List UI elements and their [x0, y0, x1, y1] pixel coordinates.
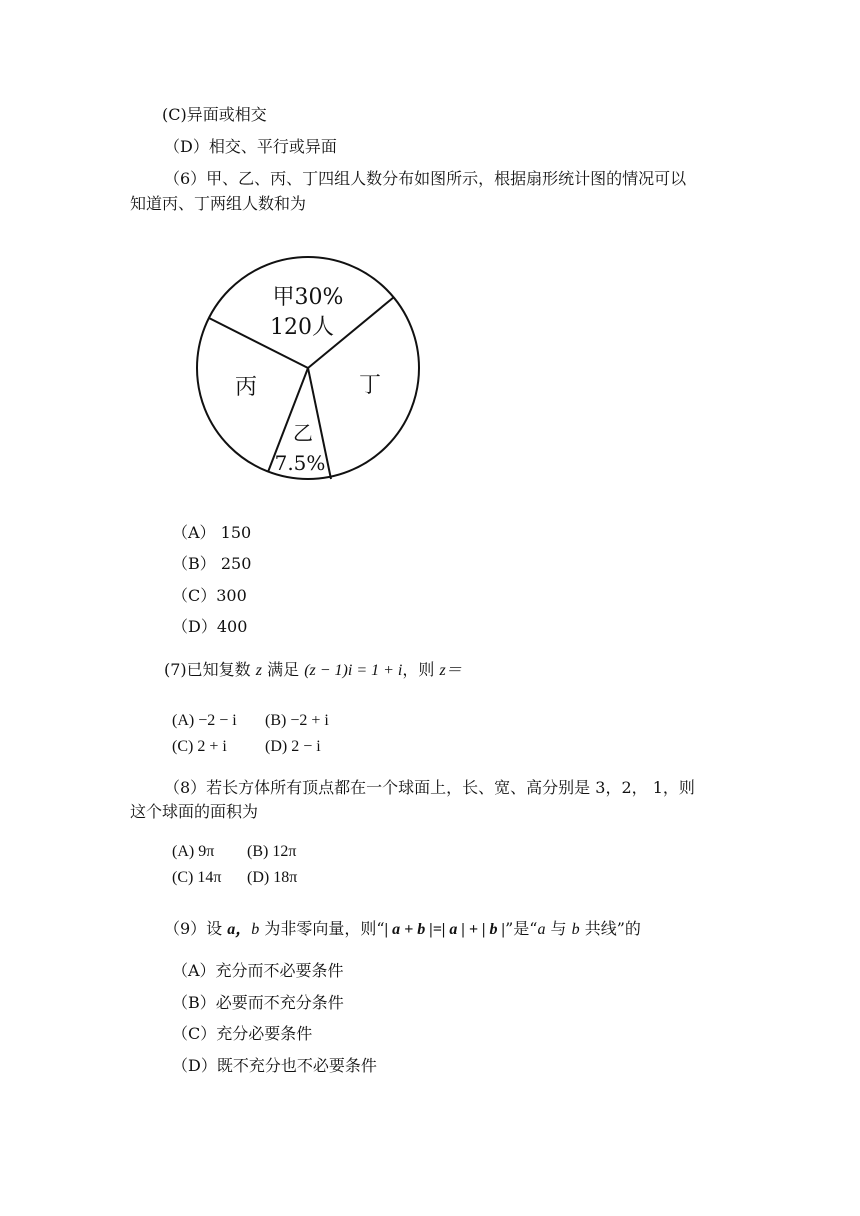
q8-stem-line2: 这个球面的面积为: [130, 802, 259, 821]
q7-suffix: ，则: [402, 660, 435, 679]
q6-option-a: （A） 150: [172, 523, 252, 542]
q5-option-c: (C)异面或相交: [162, 105, 267, 124]
q7-option-c: (C) 2 + i: [172, 738, 227, 755]
q9-var-a2: a: [537, 921, 546, 938]
q7-option-b: (B) −2 + i: [265, 712, 329, 729]
q7-tail: z＝: [439, 662, 462, 679]
q9-stem: [164, 918, 641, 941]
q9-part3: ”是“: [505, 919, 538, 938]
pie-label-ding: 丁: [358, 373, 382, 398]
pie-label-jia: 甲30%: [272, 285, 344, 310]
q9-part1: （9）设: [164, 919, 223, 938]
q5-option-d: （D）相交、平行或异面: [164, 137, 337, 156]
q8-option-b: (B) 12π: [247, 843, 297, 860]
q9-var-a: a，: [227, 921, 252, 938]
q9-formula: | a + b |=| a | + | b |: [384, 921, 506, 938]
q9-option-b: （B）必要而不充分条件: [172, 993, 344, 1012]
q7-option-d: (D) 2 − i: [265, 738, 321, 755]
q6-option-c: （C）300: [172, 586, 247, 605]
q9-part4: 与: [550, 919, 567, 938]
q9-option-a: （A）充分而不必要条件: [172, 961, 344, 980]
pie-label-yi: 乙: [293, 421, 313, 445]
q7-equation: (z − 1)i = 1 + i: [304, 662, 403, 679]
q9-var-b2: b: [571, 921, 580, 938]
q6-stem-line2: 知道丙、丁两组人数和为: [130, 194, 307, 213]
q6-option-d: （D）400: [172, 617, 248, 636]
q8-option-d: (D) 18π: [247, 869, 298, 886]
q6-stem-line1: （6）甲、乙、丙、丁四组人数分布如图所示，根据扇形统计图的情况可以: [164, 169, 687, 188]
q8-stem-line1: （8）若长方体所有顶点都在一个球面上，长、宽、高分别是 3，2， 1，则: [164, 778, 695, 797]
q7-prefix: (7)已知复数: [164, 660, 251, 679]
q9-option-d: （D）既不充分也不必要条件: [172, 1056, 377, 1075]
q7-var-z: z: [255, 662, 262, 679]
pie-label-bing: 丙: [234, 375, 258, 400]
pie-label-yi-percent: 7.5%: [274, 451, 326, 475]
q9-option-c: （C）充分必要条件: [172, 1024, 313, 1043]
q9-var-b: b: [251, 921, 260, 938]
q8-option-c: (C) 14π: [172, 869, 222, 886]
q8-option-a: (A) 9π: [172, 843, 215, 860]
q7-stem: [164, 659, 462, 682]
q6-option-b: （B） 250: [172, 554, 252, 573]
pie-label-jia-count: 120人: [270, 315, 334, 340]
q9-part2: 为非零向量，则“: [264, 919, 385, 938]
pie-chart: [190, 250, 430, 490]
q7-option-a: (A) −2 − i: [172, 712, 237, 729]
q9-part5: 共线”的: [584, 919, 641, 938]
q7-mid: 满足: [267, 660, 300, 679]
